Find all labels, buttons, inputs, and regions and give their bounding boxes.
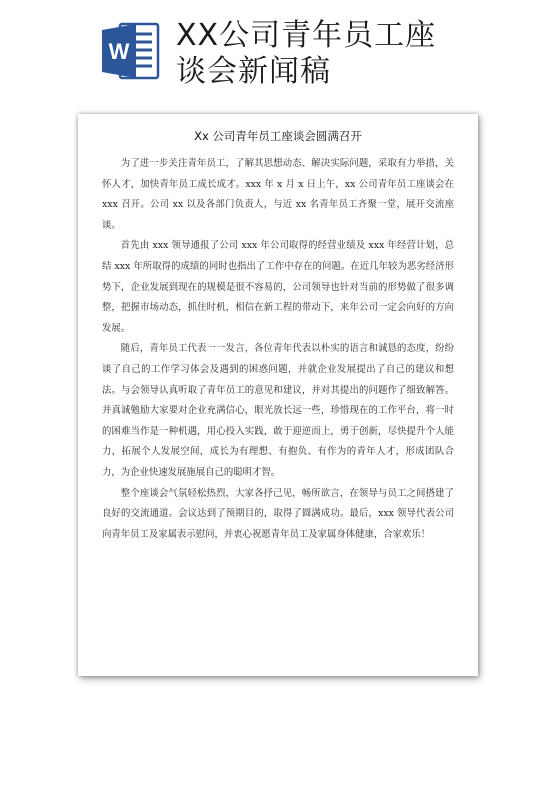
page-title xyxy=(176,18,436,90)
word-document-icon xyxy=(100,20,162,82)
paragraph-2: 首先由 xxx 领导通报了公司 xxx 年公司取得的经营业绩及 xxx 年经营计划，总结 xxx 年所取得的成绩的同时也指出了工作中存在的问题。在近几年较为恶劣经济形势下，企业发展到现在的规模是很不容易的，公司领导也针对当前的形势做了很多调整，把握市场动态，抓住时机，相信在新工程的带动下，来年公司一定会向好的方向发展。 xyxy=(102,240,454,334)
document-title: Xx 公司青年员工座谈会圆满召开 xyxy=(194,129,362,143)
word-icon-letter: W xyxy=(108,39,130,64)
document-page-preview xyxy=(78,114,478,676)
page-header xyxy=(0,0,560,110)
paragraph-3: 随后，青年员工代表一一发言，各位青年代表以朴实的语言和诚恳的态度，纷纷谈了自己的工作学习体会及遇到的困惑问题，并就企业发展提出了自己的建议和想法。与会领导认真听取了青年员工的意见和建议，并对其提出的问题作了细致解答。并真诚勉励大家要对企业充满信心，眼光放长远一些，珍惜现在的工作平台，将一时的困难当作是一种机遇，用心投入实践，敢于迎逆而上，勇于创新，尽快提升个人能力，拓展个人发展空间，成长为有理想、有抱负、有作为的青年人才，形成团队合力，为企业快速发展施展自己的聪明才智。 xyxy=(102,343,454,478)
page-title-line-2: 谈会新闻稿 xyxy=(176,54,331,89)
page-title-line-1: XX公司青年员工座 xyxy=(176,18,437,53)
document-body xyxy=(102,154,454,545)
paragraph-4: 整个座谈会气氛轻松热烈，大家各抒己见，畅所欲言，在领导与员工之间搭建了良好的交流通道。会议达到了预期目的，取得了圆满成功。最后，xxx 领导代表公司向青年员工及家属表示慰问，并衷心祝愿青年员工及家属身体健康，合家欢乐！ xyxy=(102,487,454,540)
paragraph-1: 为了进一步关注青年员工，了解其思想动态、解决实际问题，采取有力举措，关怀人才，加快青年员工成长成才。xxx 年 x 月 x 日上午，xx 公司青年员工座谈会在 xxx 召开。公司 xx 以及各部门负责人，与近 xx 名青年员工齐聚一堂，展开交流座谈。 xyxy=(102,158,454,231)
